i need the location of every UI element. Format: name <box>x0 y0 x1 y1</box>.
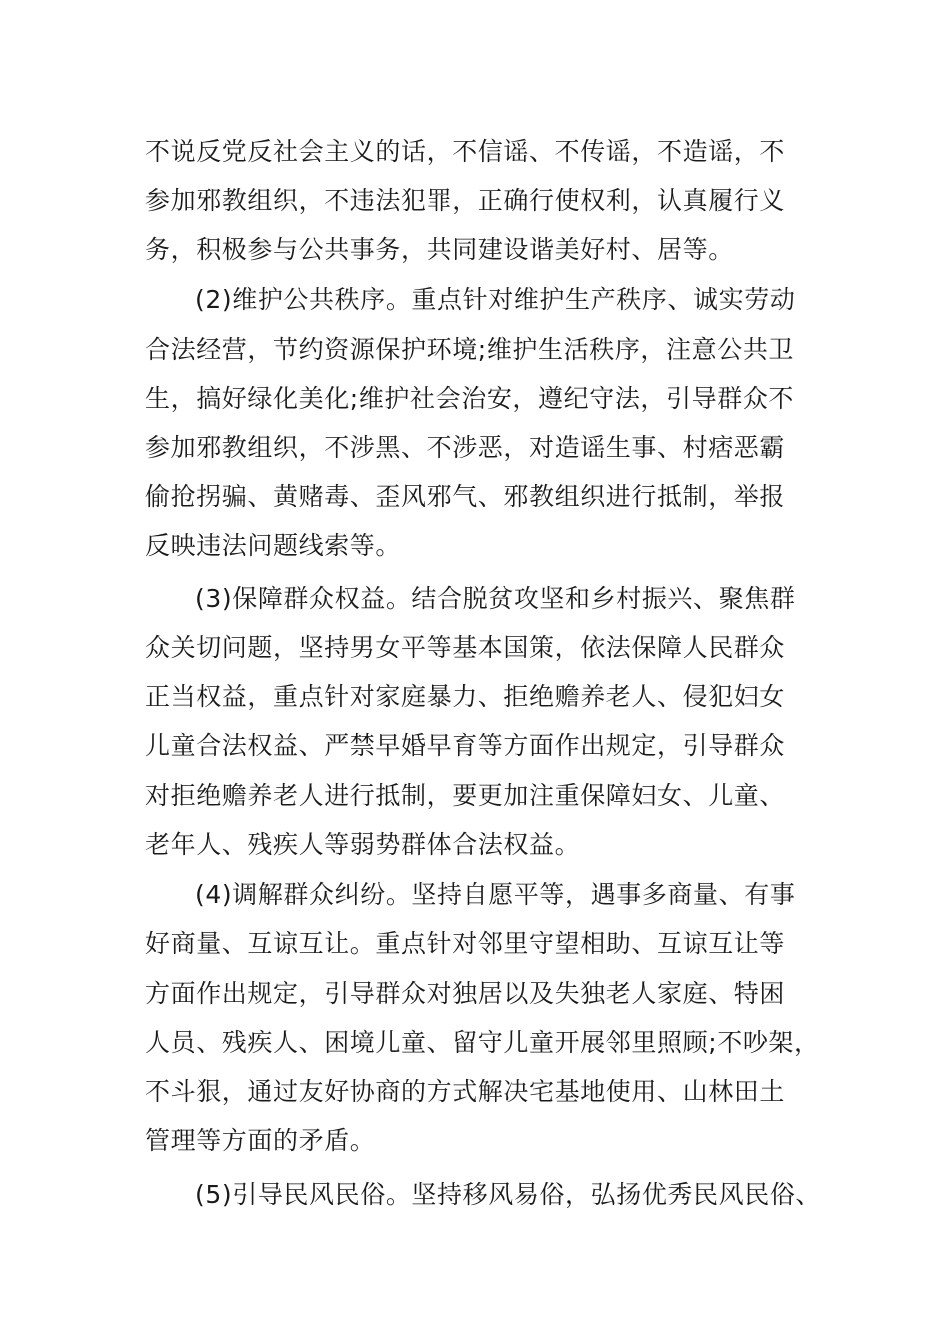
text-line: 不斗狠，通过友好协商的方式解决宅基地使用、山林田土 <box>145 1077 786 1106</box>
text-line: 好商量、互谅互让。重点针对邻里守望相助、互谅互让等 <box>145 929 786 958</box>
text-line: 不说反党反社会主义的话，不信谣、不传谣，不造谣，不 <box>145 137 786 166</box>
text-line: 人员、残疾人、困境儿童、留守儿童开展邻里照顾;不吵架， <box>145 1028 820 1057</box>
text-line: 参加邪教组织，不涉黑、不涉恶，对造谣生事、村痞恶霸 <box>145 433 786 462</box>
paragraph-start-line: (5)引导民风民俗。坚持移风易俗，弘扬优秀民风民俗、 <box>195 1180 822 1209</box>
text-line: 众关切问题，坚持男女平等基本国策，依法保障人民群众 <box>145 633 786 662</box>
text-line: 参加邪教组织，不违法犯罪，正确行使权利，认真履行义 <box>145 186 786 215</box>
text-line: 务，积极参与公共事务，共同建设谐美好村、居等。 <box>145 235 734 264</box>
paragraph-start-line: (3)保障群众权益。结合脱贫攻坚和乡村振兴、聚焦群 <box>195 584 796 613</box>
text-line: 对拒绝赡养老人进行抵制，要更加注重保障妇女、儿童、 <box>145 781 786 810</box>
text-line: 生，搞好绿化美化;维护社会治安，遵纪守法，引导群众不 <box>145 384 795 413</box>
paragraph-start-line: (2)维护公共秩序。重点针对维护生产秩序、诚实劳动 <box>195 285 796 314</box>
text-line: 偷抢拐骗、黄赌毒、歪风邪气、邪教组织进行抵制，举报 <box>145 482 786 511</box>
text-line: 反映违法问题线索等。 <box>145 531 402 560</box>
paragraph-start-line: (4)调解群众纠纷。坚持自愿平等，遇事多商量、有事 <box>195 880 796 909</box>
text-line: 管理等方面的矛盾。 <box>145 1126 376 1155</box>
text-line: 正当权益，重点针对家庭暴力、拒绝赡养老人、侵犯妇女 <box>145 682 786 711</box>
text-line: 老年人、残疾人等弱势群体合法权益。 <box>145 830 581 859</box>
text-line: 儿童合法权益、严禁早婚早育等方面作出规定，引导群众 <box>145 731 786 760</box>
text-line: 合法经营，节约资源保护环境;维护生活秩序，注意公共卫 <box>145 335 795 364</box>
text-line: 方面作出规定，引导群众对独居以及失独老人家庭、特困 <box>145 979 786 1008</box>
